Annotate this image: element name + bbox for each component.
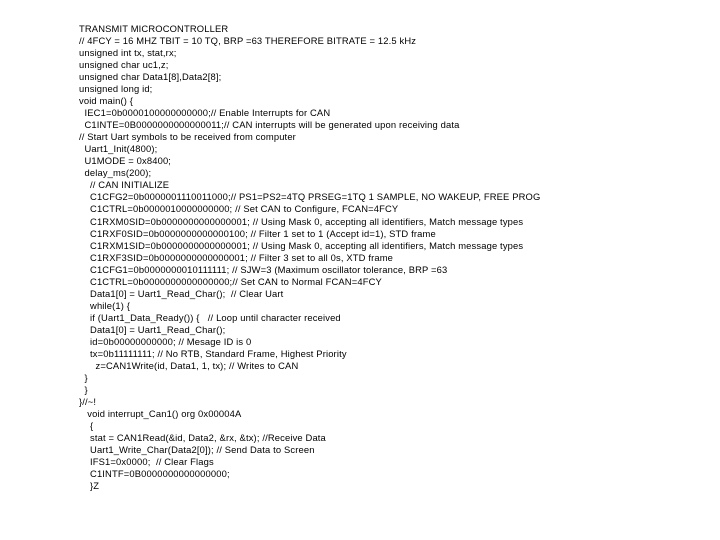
code-line: if (Uart1_Data_Ready()) { // Loop until character received [79,311,341,323]
code-line: TRANSMIT MICROCONTROLLER [79,23,229,34]
code-line: C1RXF0SID=0b0000000000000100; // Filter 1 set to 1 (Accept id=1), STD frame [79,227,436,239]
code-line: // CAN INITIALIZE [79,179,170,191]
code-line: Data1[0] = Uart1_Read_Char(); // Clear Uart [79,287,284,299]
code-line: C1CFG2=0b0000001110011000;// PS1=PS2=4TQ PRSEG=1TQ 1 SAMPLE, NO WAKEUP, FREE PROG [79,191,541,203]
code-line: C1CTRL=0b0000000000000000;// Set CAN to Normal FCAN=4FCY [79,275,382,287]
code-line: unsigned char Data1[8],Data2[8]; [79,71,222,83]
code-line: Uart1_Write_Char(Data2[0]); // Send Data to Screen [79,444,315,456]
code-line: C1INTF=0B0000000000000000; [79,468,230,480]
code-line: IEC1=0b0000100000000000;// Enable Interrupts for CAN [79,107,331,119]
code-line: delay_ms(200); [79,167,152,179]
code-line: stat = CAN1Read(&id, Data2, &rx, &tx); //Receive Data [79,432,326,444]
code-line: { [79,420,94,432]
code-line: IFS1=0x0000; // Clear Flags [79,456,214,468]
code-line: Data1[0] = Uart1_Read_Char(); [79,323,226,335]
code-line: Uart1_Init(4800); [79,143,158,155]
code-line: U1MODE = 0x8400; [79,155,172,167]
code-line: C1CTRL=0b0000010000000000; // Set CAN to Configure, FCAN=4FCY [79,203,399,215]
source-code-block [79,23,540,492]
code-line: void interrupt_Can1() org 0x00004A [79,408,242,419]
code-line: }Z [79,480,100,492]
code-line: } [79,371,88,383]
code-line: C1CFG1=0b0000000010111111; // SJW=3 (Maximum oscillator tolerance, BRP =63 [79,263,448,275]
code-line: } [79,383,88,395]
code-line: unsigned long id; [79,83,153,95]
code-line: id=0b00000000000; // Mesage ID is 0 [79,335,252,347]
code-line: C1INTE=0B0000000000000011;// CAN interrupts will be generated upon receiving data [79,119,460,131]
code-line: C1RXM1SID=0b0000000000000001; // Using Mask 0, accepting all identifiers, Match message types [79,239,524,251]
code-line: // Start Uart symbols to be received from computer [79,131,296,143]
code-line: void main() { [79,95,134,107]
code-line: unsigned int tx, stat,rx; [79,47,177,59]
code-line: z=CAN1Write(id, Data1, 1, tx); // Writes to CAN [79,359,299,371]
code-line: // 4FCY = 16 MHZ TBIT = 10 TQ, BRP =63 THEREFORE BITRATE = 12.5 kHz [79,35,417,47]
code-line: C1RXF3SID=0b0000000000000001; // Filter 3 set to all 0s, XTD frame [79,251,394,263]
code-line: unsigned char uc1,z; [79,59,169,71]
code-line: while(1) { [79,299,131,311]
code-line: }//~! [79,395,97,407]
code-line: tx=0b11111111; // No RTB, Standard Frame, Highest Priority [79,347,347,359]
code-line: C1RXM0SID=0b0000000000000001; // Using Mask 0, accepting all identifiers, Match message types [79,215,524,227]
